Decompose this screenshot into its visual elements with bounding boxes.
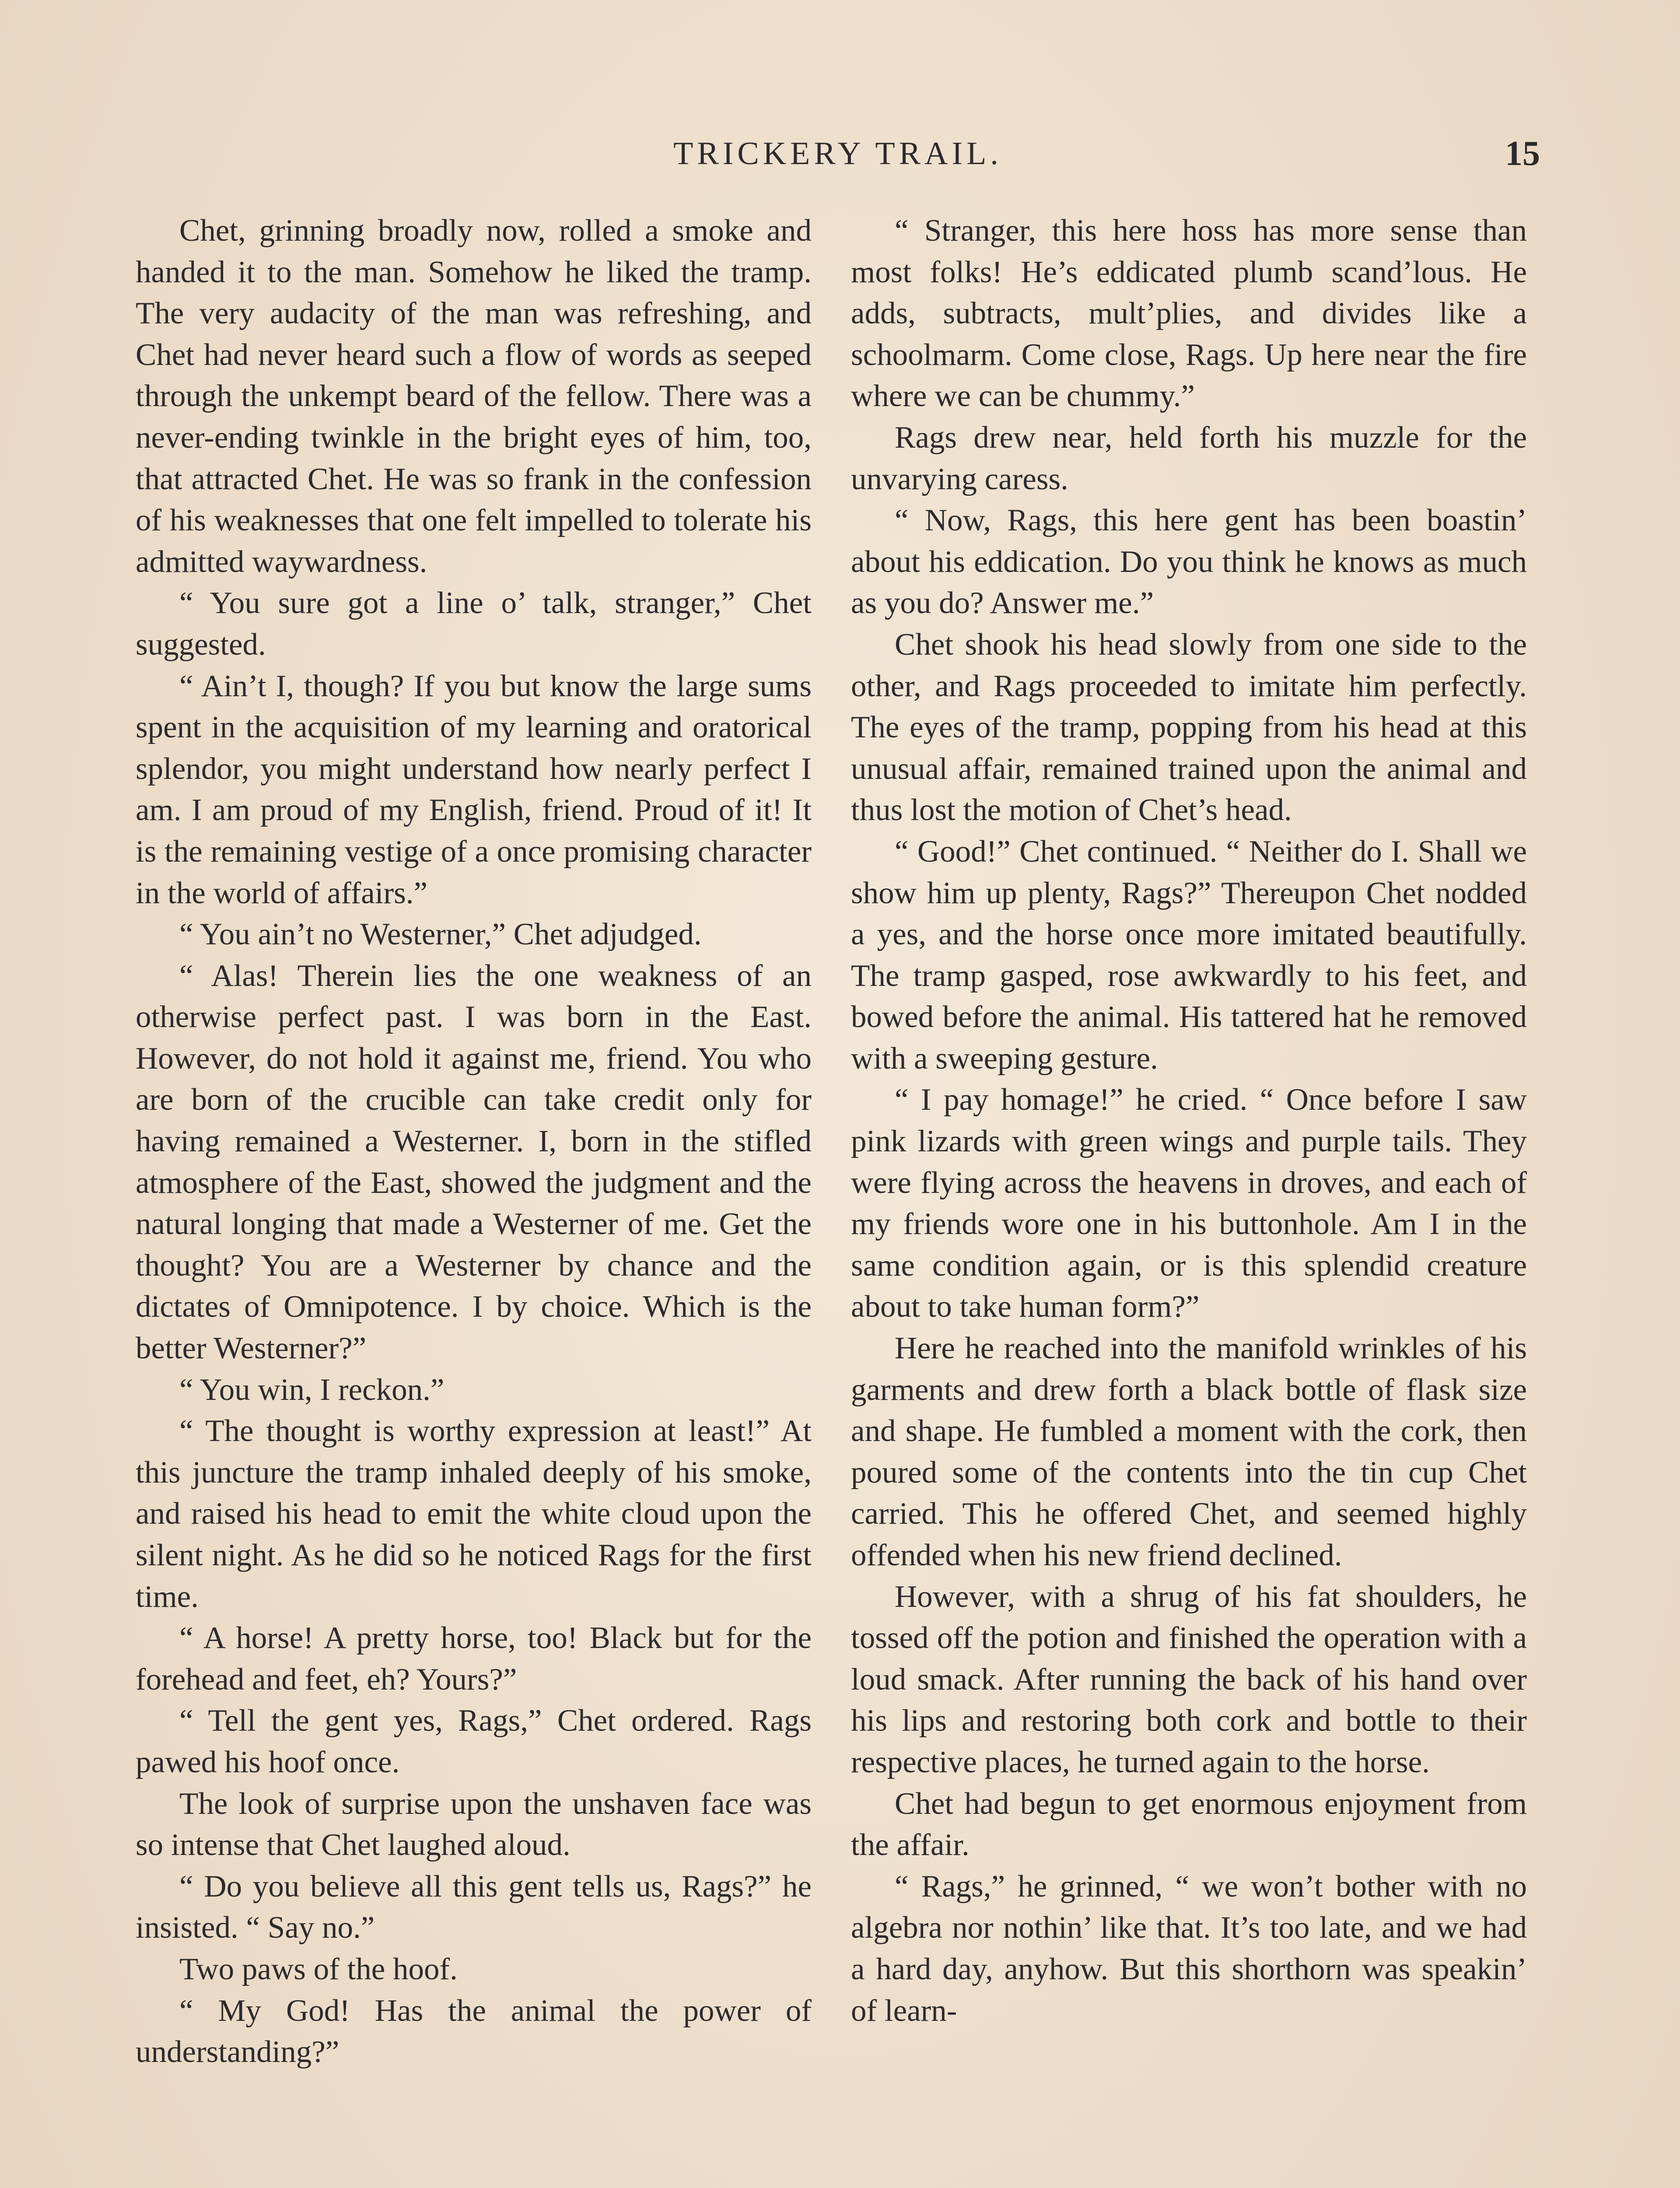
page-number: 15 xyxy=(1505,134,1540,173)
running-title: TRICKERY TRAIL. xyxy=(673,136,1002,172)
paragraph: Here he reached into the manifold wrinkles of his garments and drew forth a black bottle of flask size and shape. He fumbled a moment with the cork, then poured some of the contents into the tin cup Chet carried. This he offered Chet, and seemed highly offended when his new friend declined. xyxy=(851,1331,1527,1572)
paragraph: Two paws of the hoof. xyxy=(179,1952,458,1986)
paragraph: However, with a shrug of his fat shoulders, he tossed off the potion and finished the operation with a loud smack. After running the back of his hand over his lips and restoring both cork and bottle to their respective places, he turned again to the horse. xyxy=(851,1579,1527,1779)
paragraph: “ A horse! A pretty horse, too! Black but for the forehead and feet, eh? Yours?” xyxy=(136,1621,812,1697)
paragraph: “ You ain’t no Westerner,” Chet adjudged. xyxy=(179,917,702,952)
paragraph: “ Stranger, this here hoss has more sense than most folks! He’s eddicated plumb scand’lous. He adds, subtracts, mult’plies, and divides like a schoolmarm. Come close, Rags. Up here near the fire where we can be chummy.” xyxy=(851,214,1527,414)
paragraph: “ I pay homage!” he cried. “ Once before I saw pink lizards with green wings and purple tails. They were flying across the heavens in droves, and each of my friends wore one in his buttonhole. Am I in the same condition again, or is this splendid creature about to take human form?” xyxy=(851,1083,1527,1324)
paragraph: Rags drew near, held forth his muzzle for the unvarying caress. xyxy=(851,420,1527,496)
paragraph: The look of surprise upon the unshaven face was so intense that Chet laughed aloud. xyxy=(136,1786,812,1862)
paragraph: “ Do you believe all this gent tells us, Rags?” he insisted. “ Say no.” xyxy=(136,1869,812,1945)
right-column xyxy=(851,210,1527,2031)
paragraph: Chet, grinning broadly now, rolled a smoke and handed it to the man. Somehow he liked the tramp. The very audacity of the man was refreshing, and Chet had never heard such a flow of words as seeped through the unkempt beard of the fellow. There was a never-ending twinkle in the bright eyes of him, too, that attracted Chet. He was so frank in the confession of his weaknesses that one felt impelled to tolerate his admitted waywardness. xyxy=(136,214,812,579)
paragraph: “ The thought is worthy expression at least!” At this juncture the tramp inhaled deeply of his smoke, and raised his head to emit the white cloud upon the silent night. As he did so he noticed Rags for the first time. xyxy=(136,1414,812,1614)
left-column xyxy=(136,210,812,2073)
paragraph: “ My God! Has the animal the power of understanding?” xyxy=(136,1993,812,2069)
paragraph: “ Ain’t I, though? If you but know the large sums spent in the acquisition of my learning and oratorical splendor, you might understand how nearly perfect I am. I am proud of my English, friend. Proud of it! It is the remaining vestige of a once promising character in the world of affairs.” xyxy=(136,669,812,910)
paragraph: “ Good!” Chet continued. “ Neither do I. Shall we show him up plenty, Rags?” Thereupon Chet nodded a yes, and the horse once more imitated beautifully. The tramp gasped, rose awkwardly to his feet, and bowed before the animal. His tattered hat he removed with a sweeping gesture. xyxy=(851,834,1527,1076)
paragraph: Chet had begun to get enormous enjoyment from the affair. xyxy=(851,1786,1527,1862)
paragraph: “ Alas! Therein lies the one weakness of an otherwise perfect past. I was born in the East. However, do not hold it against me, friend. You who are born of the crucible can take credit only for having remained a Westerner. I, born in the stifled atmosphere of the East, showed the judgment and the natural longing that made a Westerner of me. Get the thought? You are a Westerner by chance and the dictates of Omnipotence. I by choice. Which is the better Westerner?” xyxy=(136,958,812,1366)
paragraph: “ You sure got a line o’ talk, stranger,” Chet suggested. xyxy=(136,586,812,662)
paragraph: Chet shook his head slowly from one side to the other, and Rags proceeded to imitate him perfectly. The eyes of the tramp, popping from his head at this unusual affair, remained trained upon the animal and thus lost the motion of Chet’s head. xyxy=(851,627,1527,828)
paragraph: “ Now, Rags, this here gent has been boastin’ about his eddication. Do you think he knows as much as you do? Answer me.” xyxy=(851,503,1527,621)
paragraph: “ Rags,” he grinned, “ we won’t bother with no algebra nor nothin’ like that. It’s too late, and we had a hard day, anyhow. But this shorthorn was speakin’ of learn- xyxy=(851,1869,1527,2028)
paragraph: “ Tell the gent yes, Rags,” Chet ordered. Rags pawed his hoof once. xyxy=(136,1704,812,1779)
page-header xyxy=(136,130,1540,178)
paragraph: “ You win, I reckon.” xyxy=(179,1372,444,1407)
